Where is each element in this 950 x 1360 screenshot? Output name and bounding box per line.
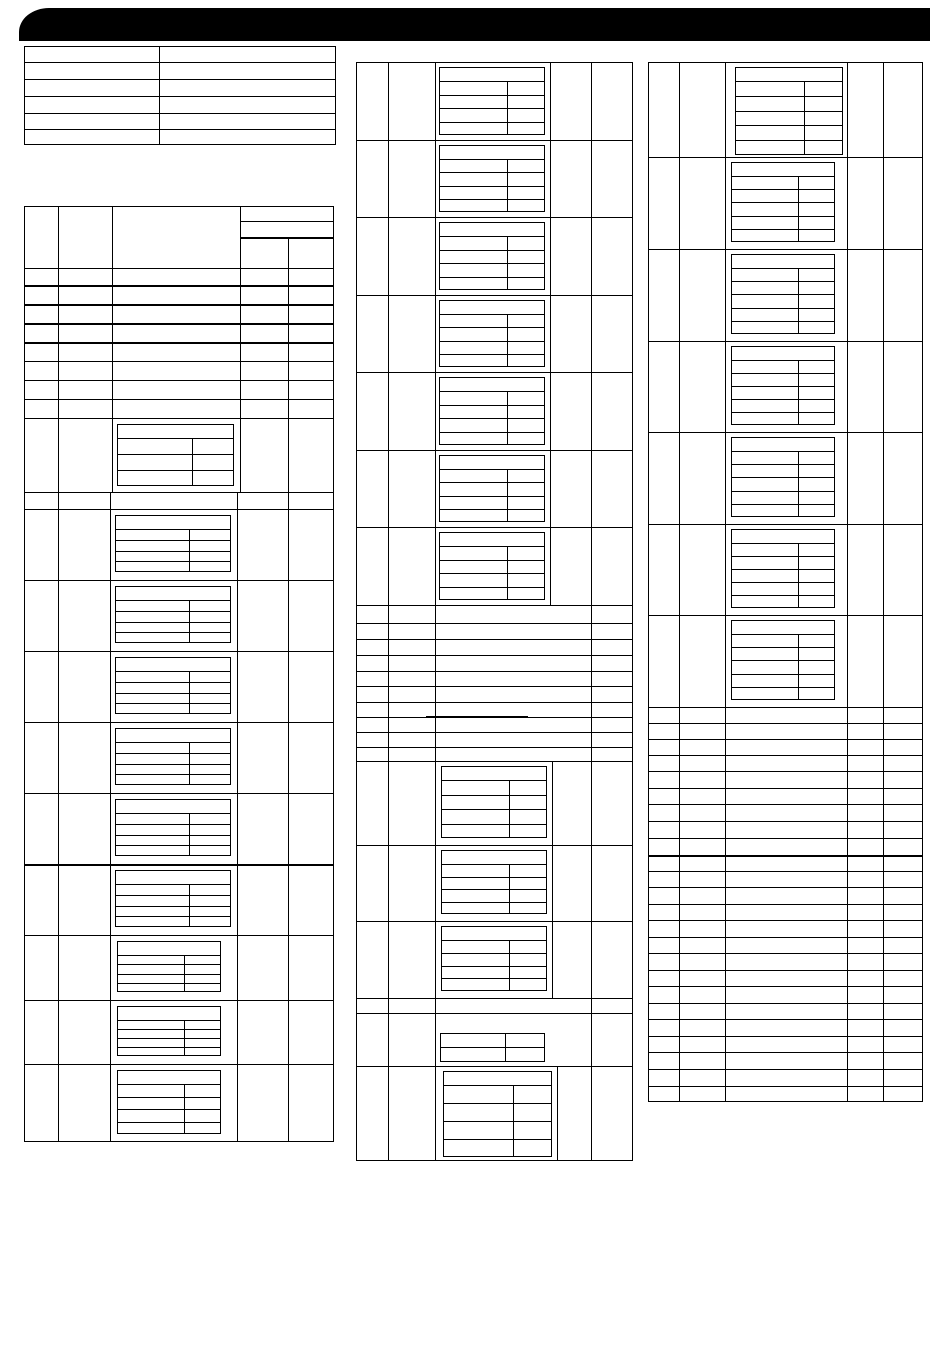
inner-column-divider: [507, 81, 508, 135]
table-row: [648, 1036, 923, 1037]
inner-row-divider: [117, 454, 234, 455]
inner-column-divider: [507, 159, 508, 212]
inner-row-divider: [731, 412, 835, 413]
inner-column-divider: [184, 1084, 185, 1134]
inner-column-divider: [507, 546, 508, 600]
inner-column-divider: [798, 634, 799, 700]
table-row: [24, 580, 334, 581]
inner-column-divider: [804, 81, 805, 155]
inner-row-divider: [117, 1038, 221, 1039]
inner-row-divider: [441, 877, 547, 878]
inner-row-divider: [115, 906, 231, 907]
inner-row-divider: [731, 202, 835, 203]
inner-row-divider: [439, 122, 545, 123]
inner-row-divider: [117, 964, 221, 965]
inner-title-divider: [439, 314, 545, 315]
inner-table: [441, 850, 547, 914]
inner-row-divider: [115, 703, 231, 704]
table-row: [648, 838, 923, 839]
inner-title-divider: [731, 634, 835, 635]
inner-row-divider: [117, 1047, 221, 1048]
inner-title-divider: [117, 955, 221, 956]
inner-row-divider: [731, 582, 835, 583]
inner-column-divider: [798, 176, 799, 242]
inner-row-divider: [439, 354, 545, 355]
inner-table: [439, 300, 545, 367]
inner-row-divider: [735, 125, 843, 126]
info-table-row-divider: [24, 96, 336, 97]
inner-row-divider: [731, 674, 835, 675]
table-row: [24, 380, 334, 381]
col-divider: [725, 62, 726, 1102]
inner-row-divider: [117, 1109, 221, 1110]
table-row: [648, 804, 923, 805]
inner-column-divider: [507, 314, 508, 367]
inner-title-divider: [439, 236, 545, 237]
table-row: [648, 821, 923, 822]
inner-table: [115, 515, 231, 572]
table-row: [356, 998, 633, 999]
inner-row-divider: [731, 308, 835, 309]
table-row: [648, 771, 923, 772]
table-row: [356, 605, 633, 606]
inner-row-divider: [735, 140, 843, 141]
col-divider: [288, 492, 289, 1142]
table-row: [648, 1019, 923, 1020]
inner-row-divider: [115, 764, 231, 765]
table-row: [356, 623, 633, 624]
inner-row-divider: [439, 496, 545, 497]
table-row: [356, 140, 633, 141]
table-row: [24, 651, 334, 652]
inner-table: [441, 926, 547, 991]
table-row: [356, 450, 633, 451]
table-row: [648, 157, 923, 158]
table-row: [24, 361, 334, 362]
inner-column-divider: [509, 940, 510, 991]
col-divider: [58, 492, 59, 1142]
table-row: [24, 418, 334, 419]
inner-row-divider: [117, 974, 221, 975]
inner-row-divider: [731, 281, 835, 282]
inner-row-divider: [117, 983, 221, 984]
inner-table: [439, 222, 545, 290]
inner-row-divider: [731, 687, 835, 688]
inner-title-divider: [441, 780, 547, 781]
inner-column-divider: [189, 884, 190, 927]
inner-table: [441, 766, 547, 838]
inner-column-divider: [192, 438, 193, 486]
table-row: [648, 1086, 923, 1087]
inner-row-divider: [731, 569, 835, 570]
inner-table: [117, 1006, 221, 1056]
inner-row-divider: [115, 682, 231, 683]
inner-table: [115, 799, 231, 856]
table-row: [356, 747, 633, 748]
inner-row-divider: [731, 556, 835, 557]
table-row: [24, 304, 334, 306]
col-divider: [679, 62, 680, 1102]
table-row: [648, 904, 923, 905]
inner-table: [439, 532, 545, 600]
inner-row-divider: [731, 386, 835, 387]
inner-row-divider: [439, 327, 545, 328]
info-table-row-divider: [24, 113, 336, 114]
table-row: [356, 702, 633, 703]
inner-title-divider: [117, 438, 234, 439]
inner-title-divider: [117, 1020, 221, 1021]
table-row: [648, 707, 923, 708]
inner-row-divider: [439, 432, 545, 433]
table-row: [356, 372, 633, 373]
header-bar: [19, 8, 930, 41]
inner-row-divider: [115, 824, 231, 825]
col-divider: [112, 206, 113, 492]
inner-table: [115, 657, 231, 714]
inner-title-divider: [443, 1085, 552, 1086]
inner-column-divider: [189, 529, 190, 572]
table-row: [356, 655, 633, 656]
inner-row-divider: [439, 263, 545, 264]
inner-title-divider: [731, 451, 835, 452]
table-row: [648, 1069, 923, 1070]
col-divider: [550, 62, 551, 605]
inner-table: [117, 941, 221, 992]
table-row: [356, 921, 633, 922]
table-row: [356, 761, 633, 762]
inner-title-divider: [115, 813, 231, 814]
inner-row-divider: [441, 824, 547, 825]
inner-column-divider: [798, 360, 799, 425]
col-divider: [557, 1066, 558, 1161]
inner-row-divider: [439, 95, 545, 96]
inner-row-divider: [117, 1122, 221, 1123]
table-row: [24, 399, 334, 400]
inner-row-divider: [115, 895, 231, 896]
table-row: [648, 920, 923, 921]
inner-column-divider: [189, 600, 190, 643]
table-row: [648, 937, 923, 938]
inner-row-divider: [731, 504, 835, 505]
table-row: [356, 217, 633, 218]
inner-column-divider: [507, 236, 508, 290]
table-row: [648, 953, 923, 954]
inner-title-divider: [115, 742, 231, 743]
inner-row-divider: [439, 587, 545, 588]
inner-row-divider: [443, 1139, 552, 1140]
inner-title-divider: [439, 159, 545, 160]
inner-row-divider: [115, 540, 231, 541]
inner-row-divider: [440, 1047, 545, 1048]
inner-column-divider: [798, 268, 799, 334]
table-row: [24, 285, 334, 287]
inner-row-divider: [115, 835, 231, 836]
table-row: [356, 845, 633, 846]
table-row: [648, 615, 923, 616]
inner-row-divider: [731, 189, 835, 190]
inner-row-divider: [441, 953, 547, 954]
inner-row-divider: [439, 509, 545, 510]
header-sub-divider: [240, 221, 334, 222]
inner-row-divider: [441, 902, 547, 903]
inner-row-divider: [441, 978, 547, 979]
inner-row-divider: [439, 573, 545, 574]
table-row: [648, 524, 923, 525]
table-row: [24, 1064, 334, 1065]
inner-row-divider: [731, 491, 835, 492]
inner-row-divider: [117, 1029, 221, 1030]
inner-row-divider: [439, 560, 545, 561]
inner-row-divider: [439, 405, 545, 406]
inner-table: [115, 870, 231, 927]
table-row: [356, 295, 633, 296]
table-row: [356, 639, 633, 640]
table-row: [648, 755, 923, 756]
inner-table: [439, 145, 545, 212]
inner-row-divider: [735, 111, 843, 112]
col-divider: [58, 206, 59, 492]
inner-column-divider: [509, 780, 510, 838]
inner-table: [443, 1071, 552, 1157]
info-table-row-divider: [24, 129, 336, 130]
inner-row-divider: [443, 1103, 552, 1104]
inner-row-divider: [115, 622, 231, 623]
inner-row-divider: [731, 373, 835, 374]
col-divider: [435, 62, 436, 1161]
table-row: [648, 887, 923, 888]
inner-row-divider: [439, 108, 545, 109]
table-row: [356, 1013, 633, 1014]
table-row: [24, 864, 334, 866]
table-row: [24, 323, 334, 325]
table-row: [356, 686, 633, 687]
inner-table: [439, 377, 545, 445]
inner-title-divider: [731, 543, 835, 544]
inner-row-divider: [115, 561, 231, 562]
table-row: [648, 1003, 923, 1004]
table-row: [356, 671, 633, 672]
inner-column-divider: [189, 742, 190, 785]
table-row: [648, 970, 923, 971]
inner-title-divider: [117, 1084, 221, 1085]
table-row: [648, 986, 923, 987]
inner-row-divider: [115, 611, 231, 612]
inner-column-divider: [507, 469, 508, 522]
col-divider: [552, 761, 553, 998]
table-row: [648, 432, 923, 433]
inner-row-divider: [731, 595, 835, 596]
inner-row-divider: [115, 774, 231, 775]
inner-title-divider: [439, 469, 545, 470]
inner-row-divider: [117, 470, 234, 471]
inner-row-divider: [443, 1121, 552, 1122]
table-row: [648, 249, 923, 250]
inner-table: [439, 67, 545, 135]
table-row: [24, 342, 334, 344]
inner-column-divider: [189, 671, 190, 714]
inner-row-divider: [441, 889, 547, 890]
inner-row-divider: [117, 1097, 221, 1098]
inner-row-divider: [439, 277, 545, 278]
inner-column-divider: [798, 451, 799, 517]
inner-row-divider: [115, 753, 231, 754]
table-row: [648, 788, 923, 789]
col-divider: [288, 237, 289, 492]
inner-row-divider: [439, 418, 545, 419]
col-divider: [240, 206, 241, 492]
inner-row-divider: [731, 477, 835, 478]
inner-table: [439, 455, 545, 522]
inner-column-divider: [507, 391, 508, 445]
inner-column-divider: [798, 543, 799, 608]
header-sub-divider: [240, 237, 334, 239]
col-divider: [847, 62, 848, 1102]
inner-row-divider: [439, 341, 545, 342]
col-divider: [110, 492, 111, 1142]
table-row: [24, 268, 334, 269]
inner-column-divider: [189, 813, 190, 856]
table-row: [648, 1052, 923, 1053]
inner-row-divider: [441, 795, 547, 796]
inner-row-divider: [441, 966, 547, 967]
table-row: [24, 722, 334, 723]
info-table-row-divider: [24, 79, 336, 80]
col-divider: [883, 62, 884, 1102]
table-row: [648, 723, 923, 724]
inner-table: [115, 586, 231, 643]
inner-row-divider: [731, 647, 835, 648]
inner-title-divider: [115, 671, 231, 672]
table-row: [24, 935, 334, 936]
inner-title-divider: [439, 546, 545, 547]
inner-table: [115, 728, 231, 785]
table-row: [356, 527, 633, 528]
inner-row-divider: [115, 551, 231, 552]
table-row: [356, 732, 633, 733]
inner-row-divider: [731, 229, 835, 230]
inner-title-divider: [115, 884, 231, 885]
inner-title-divider: [439, 81, 545, 82]
inner-title-divider: [441, 864, 547, 865]
inner-row-divider: [439, 250, 545, 251]
inner-row-divider: [439, 172, 545, 173]
inner-table: [117, 1070, 221, 1134]
table-row: [24, 793, 334, 794]
col-divider: [237, 492, 238, 1142]
table-row: [356, 1066, 633, 1067]
inner-row-divider: [439, 482, 545, 483]
inner-title-divider: [731, 176, 835, 177]
inner-row-divider: [731, 399, 835, 400]
inner-row-divider: [441, 809, 547, 810]
table-row: [648, 871, 923, 872]
inner-title-divider: [441, 940, 547, 941]
col-divider: [591, 62, 592, 1161]
col-divider: [388, 62, 389, 1161]
inner-table: [117, 424, 234, 486]
table-row: [648, 739, 923, 740]
inner-row-divider: [115, 693, 231, 694]
inner-row-divider: [115, 845, 231, 846]
table-row: [648, 341, 923, 342]
inner-row-divider: [731, 321, 835, 322]
inner-title-divider: [115, 600, 231, 601]
inner-column-divider: [184, 955, 185, 992]
inner-title-divider: [439, 391, 545, 392]
inner-column-divider: [509, 864, 510, 914]
inner-row-divider: [115, 916, 231, 917]
table-row: [24, 1000, 334, 1001]
table-row: [648, 855, 923, 857]
table-row: [356, 717, 633, 718]
inner-title-divider: [115, 529, 231, 530]
inner-row-divider: [735, 96, 843, 97]
underline-divider: [426, 716, 528, 717]
inner-row-divider: [115, 632, 231, 633]
inner-row-divider: [731, 660, 835, 661]
inner-title-divider: [731, 360, 835, 361]
inner-column-divider: [513, 1085, 514, 1157]
inner-title-divider: [735, 81, 843, 82]
inner-row-divider: [731, 216, 835, 217]
info-table-row-divider: [24, 62, 336, 63]
inner-row-divider: [439, 199, 545, 200]
inner-column-divider: [184, 1020, 185, 1056]
inner-row-divider: [731, 294, 835, 295]
inner-row-divider: [439, 186, 545, 187]
inner-row-divider: [731, 464, 835, 465]
inner-title-divider: [731, 268, 835, 269]
